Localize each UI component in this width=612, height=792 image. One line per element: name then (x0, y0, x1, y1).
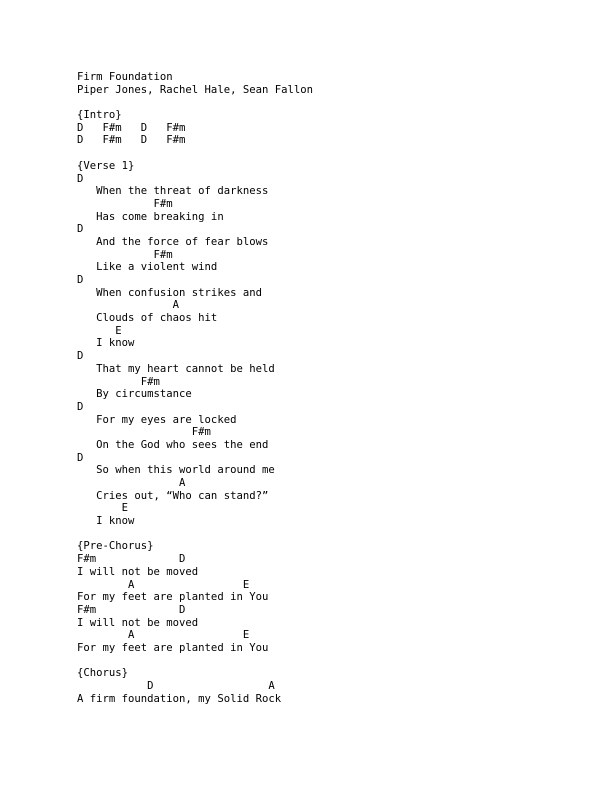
lyric-line: Has come breaking in (77, 210, 224, 223)
lyric-line: I will not be moved (77, 565, 199, 578)
chord-line: F#m (77, 248, 173, 261)
lyric-line: For my eyes are locked (77, 413, 237, 426)
song-title: Firm Foundation (77, 71, 173, 83)
song-header (77, 71, 597, 109)
lyric-line: And the force of fear blows (77, 235, 269, 248)
section-heading: {Pre-Chorus} (77, 540, 154, 553)
chord-line: F#m (77, 426, 211, 439)
lyric-line: When the threat of darkness (77, 185, 269, 198)
lyric-line: When confusion strikes and (77, 286, 262, 299)
lyric-line: That my heart cannot be held (77, 362, 275, 375)
chord-line: A E (77, 629, 250, 642)
section-heading: {Chorus} (77, 667, 129, 680)
chord-line: E (77, 324, 122, 337)
lyric-line: I know (77, 515, 135, 528)
lyric-line: So when this world around me (77, 464, 275, 477)
blank-line (77, 147, 597, 160)
chord-line: D (77, 400, 84, 413)
chord-line: A (77, 477, 186, 489)
blank-line (77, 655, 597, 668)
lyric-line: For my feet are planted in You (77, 591, 269, 604)
lyric-line: A firm foundation, my Solid Rock (77, 692, 282, 705)
lyric-line: By circumstance (77, 388, 192, 401)
chord-line: A E (77, 578, 250, 591)
chord-line: F#m (77, 197, 173, 210)
chord-line: D A (77, 680, 275, 692)
lyric-line: Like a violent wind (77, 261, 218, 274)
chord-line: A (77, 299, 180, 312)
song-authors: Piper Jones, Rachel Hale, Sean Fallon (77, 83, 313, 96)
lyric-line: Clouds of chaos hit (77, 312, 218, 325)
chord-line: F#m (77, 375, 160, 388)
blank-line (77, 96, 597, 109)
song-body (77, 109, 597, 705)
chord-line: F#m D (77, 553, 186, 566)
lyric-line: On the God who sees the end (77, 438, 269, 451)
lyric-line: I will not be moved (77, 616, 199, 629)
chord-line: F#m D (77, 603, 186, 616)
chord-line: D (77, 274, 84, 286)
chord-line: D (77, 223, 84, 236)
chord-line: D (77, 172, 84, 185)
lyric-line: I know (77, 337, 135, 350)
lyric-line: Cries out, “Who can stand?” (77, 489, 269, 502)
chord-line: D F#m D F#m (77, 134, 186, 147)
chord-line: D (77, 350, 84, 363)
chord-line: D (77, 451, 84, 464)
blank-line (77, 528, 597, 541)
section-heading: {Verse 1} (77, 159, 135, 172)
chord-sheet (77, 71, 597, 705)
lyric-line: For my feet are planted in You (77, 641, 269, 654)
chord-line: D F#m D F#m (77, 121, 186, 134)
chord-line: E (77, 502, 129, 515)
section-heading: {Intro} (77, 109, 122, 122)
